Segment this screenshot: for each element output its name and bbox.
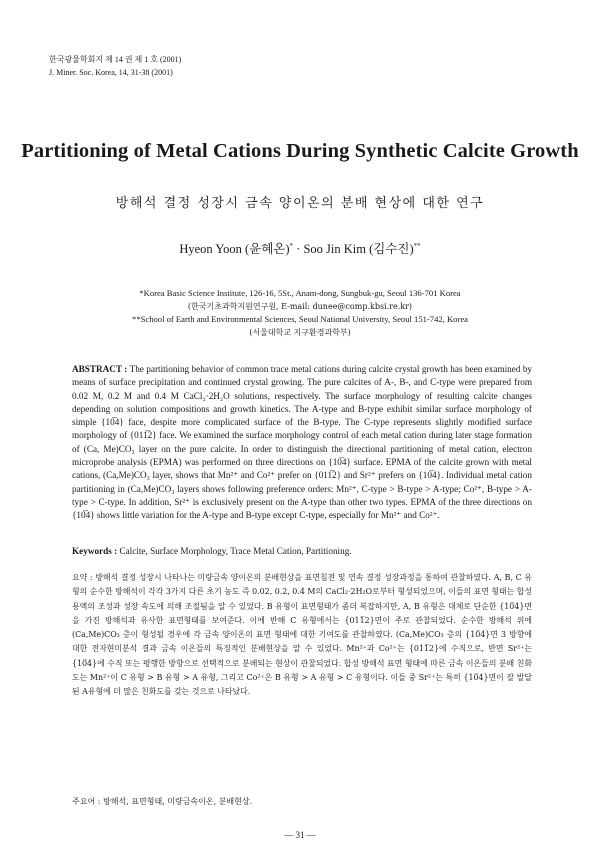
affiliation-1-korean: (한국기초과학지원연구원, E-mail: dunee@comp.kbsi.re.kr) xyxy=(187,302,413,311)
journal-line-korean: 한국광물학회지 제 14 권 제 1 호 (2001) xyxy=(49,55,182,64)
abstract xyxy=(72,363,532,523)
keywords-korean-text: 방해석, 표면형태, 미량금속이온, 분배현상. xyxy=(102,797,253,806)
affiliations xyxy=(0,287,600,339)
affiliation-2-korean: (서울대학교 지구환경과학부) xyxy=(249,328,351,337)
authors xyxy=(0,239,600,257)
affiliation-2-english: **School of Earth and Environmental Sciences, Seoul National University, Seoul 151-742, Korea xyxy=(132,314,468,324)
author-2: Soo Jin Kim (김수진) xyxy=(303,242,414,256)
affiliation-1-english: *Korea Basic Science Institute, 126-16, 5St., Anam-dong, Sungbuk-gu, Seoul 136-701 Korea xyxy=(139,288,461,298)
keywords-korean-label: 주요어 : xyxy=(72,797,101,806)
author-separator: · xyxy=(293,242,304,256)
page-number: — 31 — xyxy=(284,830,316,840)
paper-title: Partitioning of Metal Cations During Synthetic Calcite Growth xyxy=(21,140,579,162)
abstract-text: The partitioning behavior of common trace metal cations during calcite crystal growth has been examined by means of surface precipitation and continued crystal growing. The pure calcites of A-, B-, and C-type were prepared from 0.02 M, 0.2 M and 0.4 M CaCl₂·2H₂O solutions, respectively. The surface morphology of resulting calcite changes depending on solution compositions and growth kinetics. The A-type and B-type exhibit similar surface morphology of simple {10̅4} face, despite more complicated surface of the B-type. The C-type represents slightly modified surface morphology of {011̅2} face. We examined the surface morphology control of each metal cation during later stage formation of (Ca, Me)CO₃ layer on the pure calcite. In order to distinguish the directional partitioning of metal cation, electron microprobe analysis (EPMA) was performed on three directions on {10̅4} surface. EPMA of the calcite grown with metal cations, (Ca,Me)CO₃ layer, shows that Mn²⁺ and Co²⁺ prefer on {011̅2} and Sr²⁺ prefers on {10̅4}. Individual metal cation partitioning in (Ca,Me)CO₃ layers shows following preference orders: Mn²⁺, C-type > B-type > A-type; Co²⁺, B-type > A-type > C-type. In addition, Sr²⁺ is exclusively present on the A-type than other two types. EPMA of the three directions on {10̅4} shows little variation for the A-type and B-type except C-type, especially for Mn²⁺ and Co²⁺. xyxy=(72,364,533,521)
abstract-korean xyxy=(72,571,532,700)
abstract-korean-text: 방해석 결정 성장시 나타나는 미량금속 양이온의 분배현상을 표면침전 및 연속 결정 성장과정을 통하여 관찰하였다. A, B, C 유형의 순수한 방해석이 각각 3가지 다른 초기 농도 즉 0.02, 0.2, 0.4 M의 CaCl₂·2H₂O로부터 형성되었으며, 이들의 표면 형태는 합성용액의 조성과 성장 속도에 의해 조절됨을 알 수 있었다. B 유형이 표면형태가 좀더 복잡하지만, A, B 유형은 대체로 단순한 {10̅4}면을 가진 방해석과 유사한 표면형태를 보여준다. 이에 반해 C 유형에서는 {011̅2}면이 주로 관찰되었다. 순수한 방해석 위에 (Ca,Me)CO₃ 층이 형성될 경우에 각 금속 양이온의 표면 형태에 대한 기여도를 관찰하였다. (Ca,Me)CO₃ 층의 {10̅4}면 3 방향에 대한 전자현미분석 결과 금속 이온들의 특징적인 분배현상을 알 수 있었다. Mn²⁺과 Co²⁺는 {011̅2}에 수직으로, 반면 Sr²⁺는 {10̅4}에 수직 또는 평행한 방향으로 선택적으로 분배되는 현상이 관찰되었다. 합성 방해석 표면 형태에 따른 금속 이온들의 분배 친화도는 Mn²⁺이 C 유형 > B 유형 > A 유형, 그리고 Co²⁺은 B 유형 > A 유형 > C 유형이다. 이들 중 Sr²⁺는 특히 {10̅4}면이 잘 발달된 A유형에 더 많은 친화도를 갖는 것으로 나타났다. xyxy=(72,573,533,697)
keywords-label: Keywords : xyxy=(72,546,118,556)
paper-title-korean: 방해석 결정 성장시 금속 양이온의 분배 현상에 대한 연구 xyxy=(115,196,485,211)
author-2-mark: ** xyxy=(413,241,421,250)
author-1: Hyeon Yoon (윤혜온) xyxy=(179,242,290,256)
abstract-label: ABSTRACT : xyxy=(72,364,128,374)
author-1-mark: * xyxy=(289,241,294,250)
abstract-korean-label: 요약 : xyxy=(72,573,93,582)
keywords xyxy=(72,545,532,558)
keywords-korean xyxy=(72,795,532,808)
journal-reference xyxy=(49,53,181,79)
journal-line-english: J. Miner. Soc. Korea, 14, 31-38 (2001) xyxy=(49,68,173,77)
keywords-text: Calcite, Surface Morphology, Trace Metal Cation, Partitioning. xyxy=(119,546,352,556)
